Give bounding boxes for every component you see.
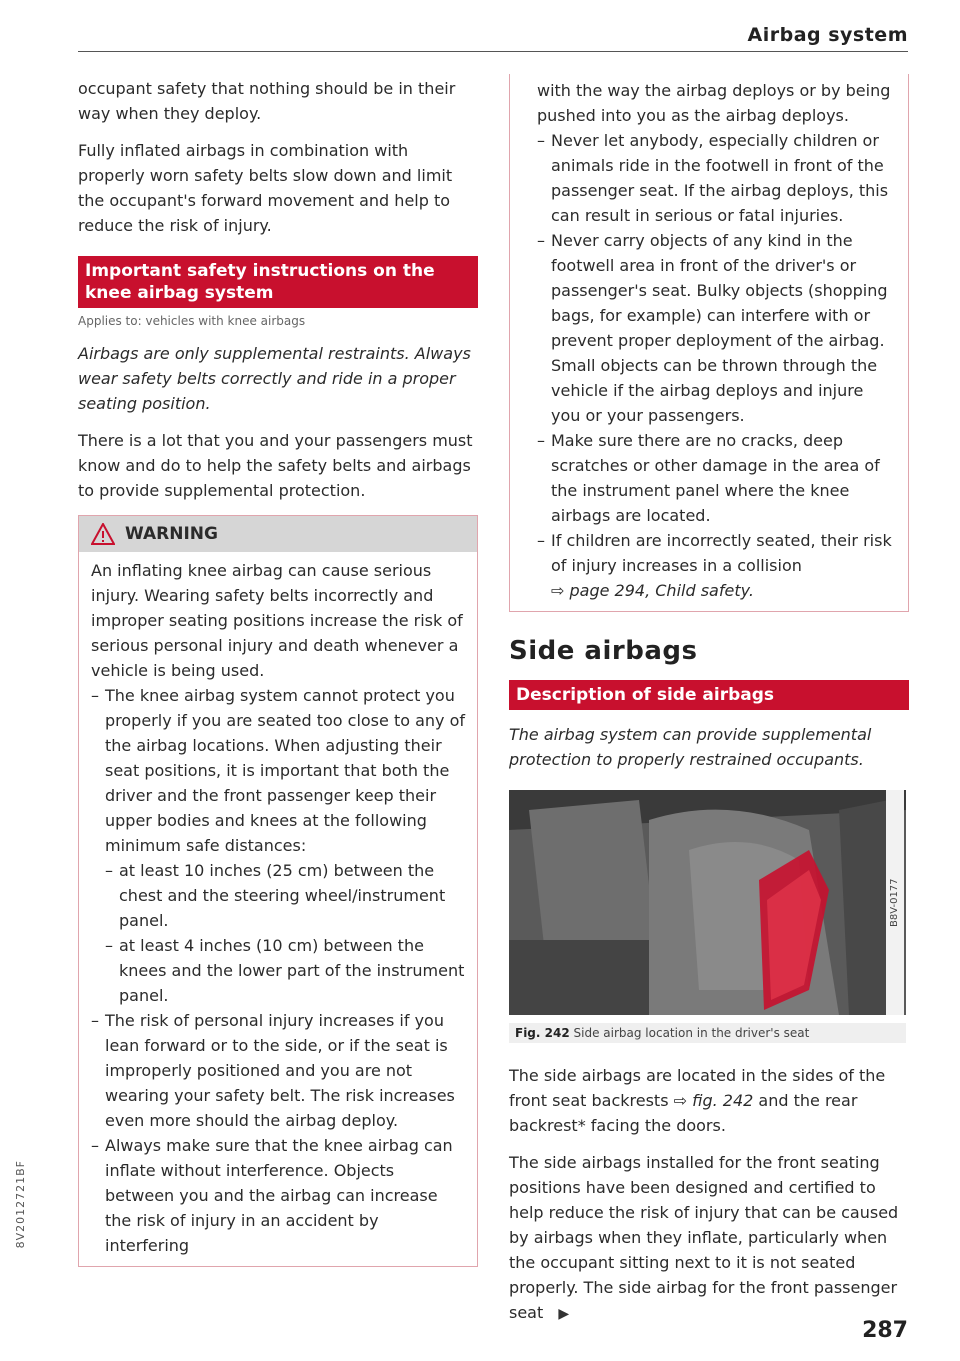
document-code: 8V2012721BF (14, 1160, 27, 1249)
figure-caption (509, 1023, 906, 1043)
header-rule (78, 51, 908, 52)
paragraph-text: and the rear backrest* facing the doors. (509, 1091, 858, 1135)
seat-illustration (509, 790, 906, 1015)
warning-body (79, 552, 477, 1266)
right-column (509, 76, 909, 1327)
continued-text: with the way the airbag deploys or by being pushed into you as the airbag deploys. (537, 81, 891, 125)
warning-box (78, 515, 478, 1267)
intro-italic: The airbag system can provide supplemental protection to properly restrained occupants. (509, 725, 872, 769)
paragraph (509, 1150, 909, 1327)
paragraph-text: The side airbags are located in the sides of the front seat backrests (509, 1066, 886, 1110)
warning-header (79, 516, 477, 552)
list-item: – Always make sure that the knee airbag can inflate without interference. Objects between you and the airbag can increase the risk of injury in an accident by interfering (91, 1133, 465, 1258)
warning-intro: An inflating knee airbag can cause serious injury. Wearing safety belts incorrectly and improper seating positions increase the risk of serious personal injury and death whenever a vehicle is being used. (91, 561, 463, 680)
paragraph (509, 1063, 909, 1138)
paragraph-text: The side airbags installed for the front seating positions have been designed and certified to help reduce the risk of injury that can be caused by airbags when they inflate, particularly when the occupant sitting next to it is not seated properly. The side airbag for the front passenger seat (509, 1153, 899, 1322)
section-title-description: Description of side airbags (509, 680, 909, 710)
warning-label: WARNING (125, 524, 218, 544)
intro-italic: Airbags are only supplemental restraints. Always wear safety belts correctly and ride in a proper seating position. (78, 344, 471, 413)
list-item: – Make sure there are no cracks, deep scratches or other damage in the area of the instrument panel where the knee airbags are located. (537, 428, 896, 528)
figure-code: B8V-0177 (886, 790, 904, 1015)
continue-arrow-icon: ▶ (558, 1306, 570, 1322)
list-item (537, 528, 896, 603)
list-item: – The knee airbag system cannot protect you properly if you are seated too close to any of the airbag locations. When adjusting their seat positions, it is important that both the driver and the front passenger keep their upper bodies and knees at the following minimum safe distances: (91, 683, 465, 858)
figure-reference-link[interactable]: ⇨ fig. 242 (673, 1091, 754, 1110)
warning-icon (91, 523, 115, 545)
section-heading-side-airbags: Side airbags (509, 636, 698, 666)
section-title-knee-airbag: Important safety instructions on the knee airbag system (78, 256, 478, 308)
figure-label: Fig. 242 (515, 1026, 570, 1040)
paragraph: Fully inflated airbags in combination with properly worn safety belts slow down and limit the occupant's forward movement and help to reduce the risk of injury. (78, 141, 453, 235)
sub-list-item: – at least 4 inches (10 cm) between the knees and the lower part of the instrument panel. (105, 933, 465, 1008)
cross-reference-link[interactable]: ⇨ page 294, Child safety. (551, 581, 754, 600)
applies-to-note: Applies to: vehicles with knee airbags (78, 314, 306, 328)
sub-list-item: – at least 10 inches (25 cm) between the chest and the steering wheel/instrument panel. (105, 858, 465, 933)
figure-side-airbag-seat (509, 790, 906, 1015)
list-item-text: If children are incorrectly seated, their risk of injury increases in a collision (551, 531, 892, 575)
left-column (78, 76, 478, 1267)
paragraph: occupant safety that nothing should be in their way when they deploy. (78, 79, 456, 123)
list-item: – The risk of personal injury increases if you lean forward or to the side, or if the seat is improperly positioned and you are not wearing your safety belt. The risk increases even more should the airbag deploy. (91, 1008, 465, 1133)
page-number: 287 (862, 1318, 908, 1343)
list-item: – Never carry objects of any kind in the footwell area in front of the driver's or passenger's seat. Bulky objects (shopping bags, for example) can interfere with or prevent proper deployment of the airbag. Small objects can be thrown through the vehicle if the airbag deploys and injure you or your passengers. (537, 228, 896, 428)
page-header-title: Airbag system (747, 24, 908, 46)
figure-caption-text: Side airbag location in the driver's seat (573, 1026, 810, 1040)
warning-continuation-box (509, 74, 909, 612)
paragraph: There is a lot that you and your passengers must know and do to help the safety belts and airbags to provide supplemental protection. (78, 431, 473, 500)
list-item: – Never let anybody, especially children or animals ride in the footwell in front of the passenger seat. If the airbag deploys, this can result in serious or fatal injuries. (537, 128, 896, 228)
